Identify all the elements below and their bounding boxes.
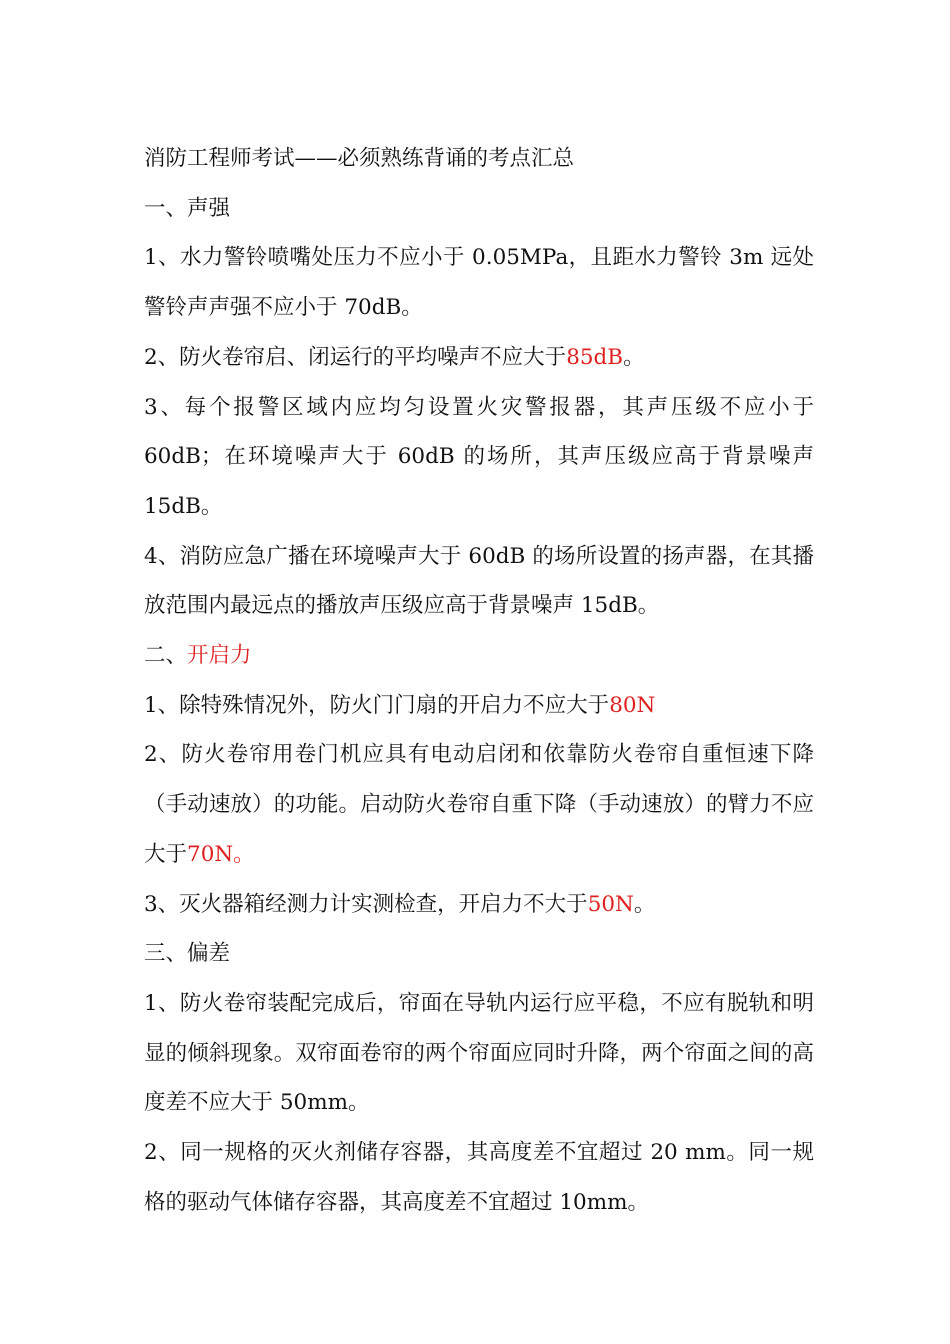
paragraph-sound-3: 3、每个报警区域内应均匀设置火灾警报器，其声压级不应小于60dB；在环境噪声大于 60dB 的场所，其声压级应高于背景噪声15dB。 — [144, 394, 814, 519]
paragraph-force-1 — [144, 681, 814, 731]
paragraph-text: 3、灭火器箱经测力计实测检查，开启力不大于 — [144, 891, 588, 917]
paragraph-force-3 — [144, 880, 814, 930]
highlight-value: 50N — [587, 891, 634, 917]
paragraph-suffix: 。 — [623, 344, 645, 370]
highlight-value: 70N。 — [187, 841, 255, 867]
section-heading-deviation: 三、偏差 — [144, 941, 231, 967]
section-heading-opening-force — [144, 631, 814, 681]
paragraph-force-2 — [144, 730, 814, 879]
paragraph-deviation-1: 1、防火卷帘装配完成后，帘面在导轨内运行应平稳，不应有脱轨和明显的倾斜现象。双帘面卷帘的两个帘面应同时升降，两个帘面之间的高度差不应大于 50mm。 — [144, 990, 814, 1116]
document-title: 消防工程师考试——必须熟练背诵的考点汇总 — [144, 146, 575, 171]
highlight-value: 80N — [609, 692, 656, 718]
paragraph-sound-1: 1、水力警铃喷嘴处压力不应小于 0.05MPa，且距水力警铃 3m 远处警铃声声强不应小于 70dB。 — [144, 245, 814, 321]
paragraph-deviation-2: 2、同一规格的灭火剂储存容器，其高度差不宜超过 20 mm。同一规格的驱动气体储存容器，其高度差不宜超过 10mm。 — [144, 1140, 814, 1215]
paragraph-text: 2、防火卷帘用卷门机应具有电动启闭和依靠防火卷帘自重恒速下降（手动速放）的功能。启动防火卷帘自重下降（手动速放）的臂力不应大于 — [144, 742, 814, 867]
section-heading-sound-intensity: 一、声强 — [144, 195, 231, 221]
paragraph-sound-4: 4、消防应急广播在环境噪声大于 60dB 的场所设置的扬声器，在其播放范围内最远点的播放声压级应高于背景噪声 15dB。 — [144, 543, 814, 619]
heading-prefix: 二、 — [144, 643, 188, 669]
heading-highlight: 开启力 — [187, 643, 252, 669]
paragraph-text: 1、除特殊情况外，防火门门扇的开启力不应大于 — [144, 692, 610, 718]
paragraph-suffix: 。 — [633, 891, 656, 917]
document-page — [144, 134, 814, 1227]
paragraph-sound-2 — [144, 333, 814, 383]
paragraph-text: 2、防火卷帘启、闭运行的平均噪声不应大于 — [144, 344, 567, 370]
highlight-value: 85dB — [566, 344, 624, 370]
